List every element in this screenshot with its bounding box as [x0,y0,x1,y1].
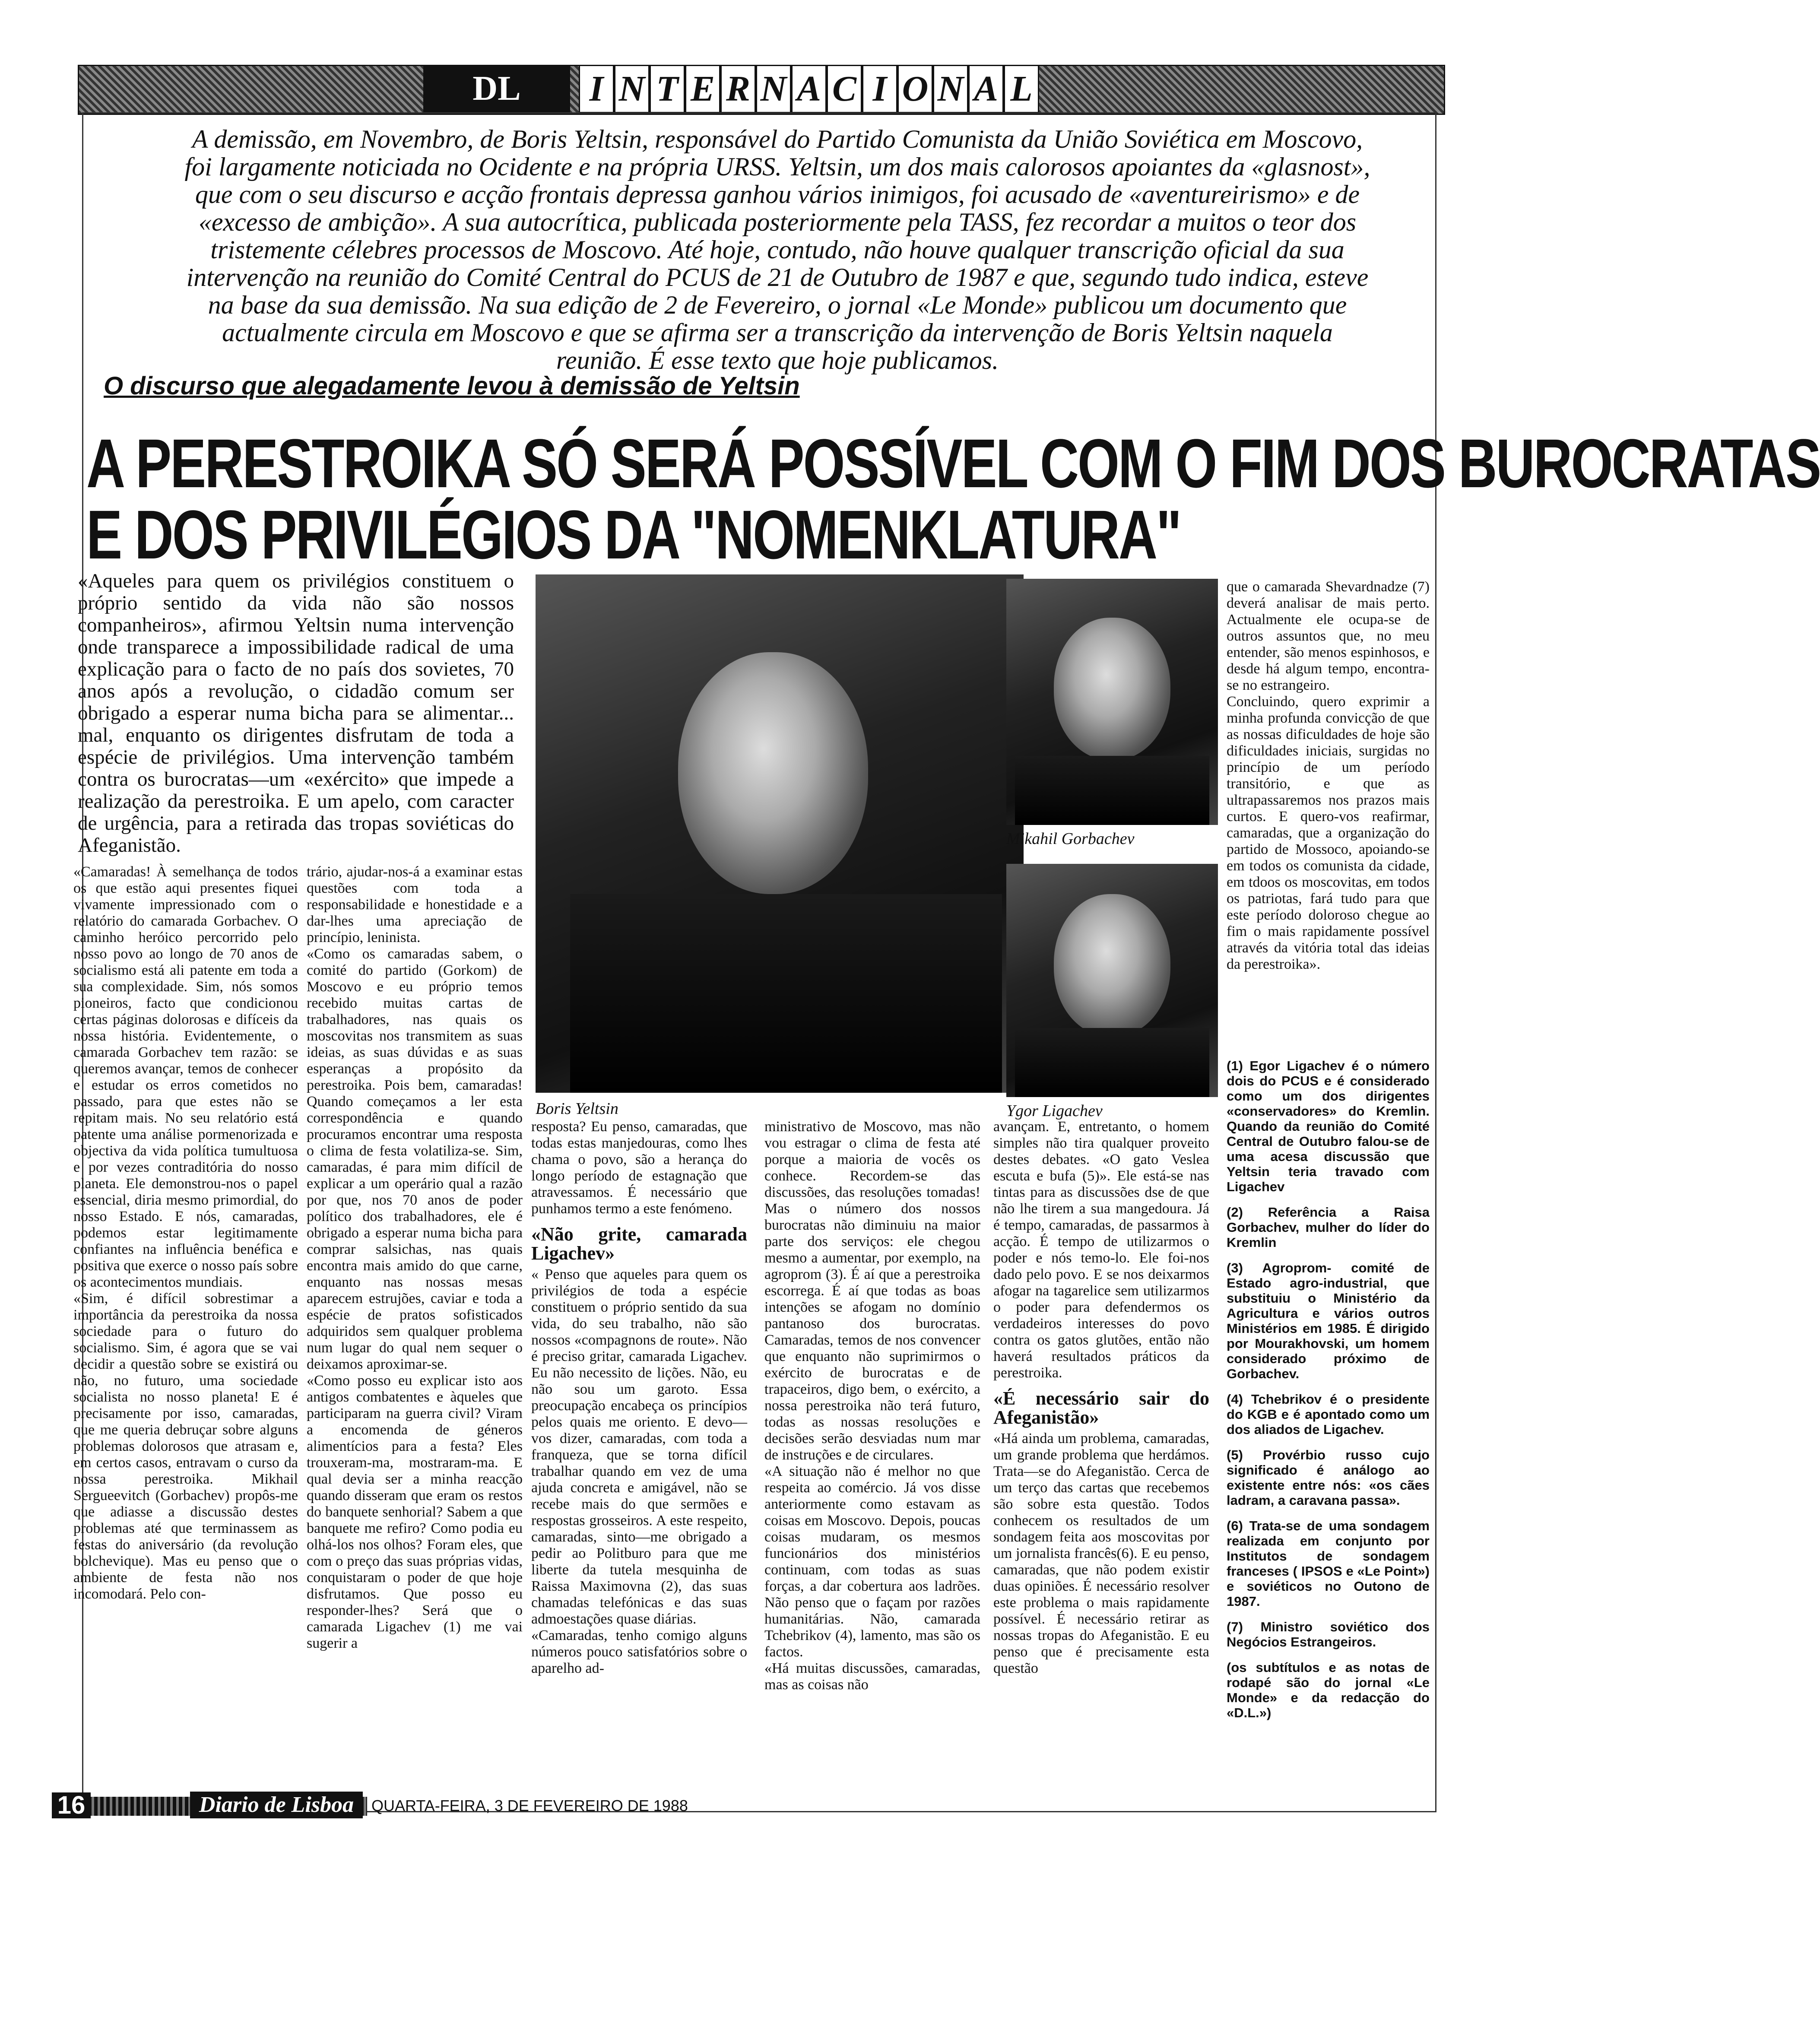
article-column-5 [993,1119,1209,1677]
section-letter: R [720,65,756,113]
article-column-1 [73,864,298,1602]
paragraph: resposta? Eu penso, camaradas, que todas estas manjedouras, como lhes chama o povo, são a herança do longo período de estagnação que atravessamos. É necessário que punhamos termo a este fenómeno. [531,1119,747,1217]
paragraph: «Sim, é difícil sobrestimar a importância da perestroika da nossa sociedade para o futuro do socialismo. Sim, é agora que se vai decidir a questão sobre se existirá ou não, no futuro, uma sociedade socialista no nosso planeta! E é precisamente por isso, camaradas, que me queria debruçar sobre alguns problemas dolorosos que atrasam e, em certos casos, entravam o curso da nossa perestroika. Mikhail Sergueevitch (Gorbachev) propôs-me que adiasse a discussão destes problemas até que terminassem as festas do aniversário (da revolução bolchevique). Mas eu penso que o ambiente de festa não nos incomodará. Pelo con- [73,1291,298,1602]
newspaper-name: Diario de Lisboa [190,1792,363,1818]
paragraph: avançam. E, entretanto, o homem simples não tira qualquer proveito destes debates. «O gato Veslea escuta e bufa (5)». Ele está-se nas tintas para as discussões dse de que não lhe tirem a sua mangedoura. Já é tempo, camaradas, de passarmos à acção. É tempo de utilizarmos o poder e nós temo-lo. Ele foi-nos dado pelo povo. E se nos deixarmos afogar na tagarelice sem utilizarmos o poder para defendermos os verdadeiros interesses do povo contra os gatos glutões, então não haverá resultados práticos da perestroika. [993,1119,1209,1381]
intro-paragraph: A demissão, em Novembro, de Boris Yeltsin, responsável do Partido Comunista da União Soviética em Moscovo, foi largamente noticiada no Ocidente e na própria URSS. Yeltsin, um dos mais calorosos apoiantes da «glasnost», que com o seu discurso e acção frontais depressa ganhou vários inimigos, foi acusado de «aventureirismo» e de «excesso de ambição». A sua autocrítica, publicada posteriormente pela TASS, fez recordar a muitos o teor dos tristemente célebres processos de Moscovo. Até hoje, contudo, não houve qualquer transcrição oficial da sua intervenção na reunião do Comité Central do PCUS de 21 de Outubro de 1987 e que, segundo tudo indica, esteve na base da sua demissão. Na sua edição de 2 de Fevereiro, o jornal «Le Monde» publicou um documento que actualmente circula em Moscovo e que se afirma ser a transcrição da intervenção de Boris Yeltsin naquela reunião. É esse texto que hoje publicamos. [184,125,1370,374]
paragraph: «Camaradas! À semelhança de todos os que estão aqui presentes fiquei vivamente impressionado com o relatório do camarada Gorbachev. O caminho heróico percorrido pelo nosso povo ao longo de 70 anos de socialismo está ali patente em toda a sua complexidade. Sim, nós somos pioneiros, facto que condicionou certas páginas dolorosas e difíceis da nossa história. Evidentemente, o camarada Gorbachev tem razão: se queremos avançar, temos de conhecer e estudar os erros cometidos no passado, para que estes não se repitam mais. No seu relatório está patente uma análise pormenorizada e objectiva da vida política tumultuosa e por vezes contraditória do nosso planeta. Ele demonstrou-nos o papel essencial, diria mesmo primordial, do nosso Estado. E nós, camaradas, podemos estar legitimamente confiantes na influência benéfica e positiva que exerce o nosso país sobre os acontecimentos mundiais. [73,864,298,1290]
yeltsin-face [678,652,868,894]
paragraph: «Como posso eu explicar isto aos antigos combatentes e àqueles que participaram na guerra civil? Viram a encomenda de géneros alimentícios para a festa? Eles trouxeram-ma, mostraram-ma. E qual devia ser a minha reacção quando disseram que eram os restos do banquete senhorial? Sabem a que banquete me refiro? Como podia eu olhá-los nos olhos? Foram eles, que com o preço das suas próprias vidas, conquistaram o poder de que hoje disfrutamos. Que posso eu responder-lhes? Será que o camarada Ligachev (1) me vai sugerir a [307,1373,523,1651]
caption-gorbachev: Mikahil Gorbachev [1006,830,1135,848]
article-column-4 [764,1119,980,1693]
section-letter: N [933,65,968,113]
ligachev-suit [1015,1028,1209,1097]
paragraph: trário, ajudar-nos-á a examinar estas questões com toda a responsabilidade e honestidade e a dar-lhes uma apreciação de princípio, leninista. [307,864,523,945]
subheading: «É necessário sair do Afeganistão» [993,1388,1209,1428]
paragraph: «Há ainda um problema, camaradas, um grande problema que herdámos. Trata—se do Afeganistão. Cerca de um terço das cartas que recebemos são sobre esta questão. Todos conhecem os resultados de um sondagem feita aos moscovitas por um jornalista francês(6). E eu penso, camaradas, que não podem existir duas opiniões. É necessário resolver este problema o mais rapidamente possível. É necessário retirar as nossas tropas do Afeganistão. E eu penso que é precisamente esta questão [993,1431,1209,1676]
footnote: (2) Referência a Raisa Gorbachev, mulher do líder do Kremlin [1227,1205,1430,1250]
caption-yeltsin: Boris Yeltsin [536,1100,618,1118]
yeltsin-photo [536,574,1024,1093]
subheading: «Não grite, camarada Ligachev» [531,1224,747,1264]
footnotes [1227,1058,1430,1731]
paragraph: « Penso que aqueles para quem os privilégios de toda a espécie constituem o próprio sentido da sua vida, do seu trabalho, não são nossos «compagnons de route». Não é preciso gritar, camarada Ligachev. Eu não necessito de lições. Não, eu não sou um garoto. Essa preocupação encabeça os princípios pelos quais me oriento. E devo—vos dizer, camaradas, com toda a franqueza, que se torna difícil trabalhar quando em vez de uma ajuda concreta e amigável, não se recebe mais do que sermões e respostas grosseiros. A este respeito, camaradas, sinto—me obrigado a pedir ao Politburo para que me liberte da tutela mesquinha de Raissa Maximovna (2), das suas chamadas telefónicas e das suas admoestações quase diárias. [531,1266,747,1627]
article-column-6 [1227,579,1430,973]
footnote: (4) Tchebrikov é o presidente do KGB e é apontado como um dos aliados de Ligachev. [1227,1392,1430,1437]
gorbachev-suit [1015,756,1209,825]
lead-paragraph: «Aqueles para quem os privilégios constituem o próprio sentido da vida não são nossos companheiros», afirmou Yeltsin numa intervenção onde transparece a impossibilidade radical de uma explicação para o facto de no país dos sovietes, 70 anos após a revolução, o cidadão comum ser obrigado a esperar numa bicha para se alimentar... mal, enquanto os dirigentes disfrutam de toda a espécie de privilégios. Uma intervenção também contra os burocratas—um «exército» que impede a realização da perestroika. E um apelo, com caracter de urgência, para a retirada das tropas soviéticas do Afeganistão. [78,570,514,856]
section-letter: E [685,65,720,113]
paragraph: «A situação não é melhor no que respeita ao comércio. Já vos disse anteriormente como estavam as coisas em Moscovo. Depois, poucas coisas mudaram, os mesmos funcionários dos ministérios continuam, com todas as suas forças, a dar cobertura aos ladrões. Não penso que o façam por razões humanitárias. Não, camarada Tchebrikov (4), lamento, mas são os factos. [764,1463,980,1660]
page-number: 16 [52,1792,91,1818]
section-letter: N [614,65,650,113]
footnote: (os subtítulos e as notas de rodapé são do jornal «Le Monde» e da redacção do «D.L.») [1227,1660,1430,1720]
section-letter: I [579,65,614,113]
ligachev-photo [1006,864,1218,1097]
paragraph: «Como os camaradas sabem, o comité do partido (Gorkom) de Moscovo e eu próprio temos recebido muitas cartas de trabalhadores, nas quais os moscovitas nos transmitem as suas ideias, as suas dúvidas e as suas esperanças a propósito da perestroika. Pois bem, camaradas! Quando começamos a ler esta correspondência e quando procuramos encontrar uma resposta o clima de festa volatiliza-se. Sim, camaradas, é para mim difícil de explicar a um operário qual a razão por que, nos 70 anos de poder político dos trabalhadores, ele é obrigado a esperar numa bicha para comprar salsichas, nas quais encontra mais amido do que carne, enquanto nas nossas mesas aparecem estrujões, caviar e toda a espécie de pratos sofisticados adquiridos sem qualquer problema num lugar do qual nem sequer o deixamos aproximar-se. [307,946,523,1372]
paragraph: ministrativo de Moscovo, mas não vou estragar o clima de festa até porque a maioria de vocês os conhece. Recordem-se das discussões, das resoluções tomadas! Mas o número dos nossos burocratas não diminuiu na maior parte dos serviços: ele chegou mesmo a aumentar, por exemplo, na agroprom (3). É aí que a perestroika escorrega. É aí que todas as boas intenções se afogam no domínio pantanoso dos burocratas. Camaradas, temos de nos convencer que enquanto não suprimirmos o exército de burocratas e de trapaceiros, digo bem, o exército, a nossa perestroika não terá futuro, todas as nossas resoluções e decisões serão desviadas num mar de instruções e de circulares. [764,1119,980,1463]
gorbachev-face [1054,618,1170,760]
headline-line-2: E DOS PRIVILÉGIOS DA "NOMENKLATURA" [86,496,1180,573]
ligachev-face [1054,894,1170,1037]
section-letter: O [897,65,933,113]
footer-date: QUARTA-FEIRA, 3 DE FEVEREIRO DE 1988 [371,1797,688,1814]
paragraph: «Há muitas discussões, camaradas, mas as coisas não [764,1660,980,1693]
headline-line-1: A PERESTROIKA SÓ SERÁ POSSÍVEL COM O FIM DOS BUROCRATAS [86,425,1820,502]
section-letter: A [968,65,1004,113]
article-column-3 [531,1119,747,1677]
section-letter: T [650,65,685,113]
article-column-2 [307,864,523,1652]
section-letter: I [862,65,897,113]
paragraph: Concluindo, quero exprimir a minha profunda convicção de que as nossas dificuldades de hoje são dificuldades iniciais, surgidas no princípio de um período transitório, e que as ultrapassaremos nos prazos mais curtos. E quero-vos reafirmar, camaradas, que a organização do partido de Mossoco, apoiando-se em todos os comunista da cidade, em tdoos os moscovitas, em todos os patriotas, fará tudo para que este período doloroso chegue ao fim o mais rapidamente possível através da vitória total das ideias da perestroika». [1227,694,1430,972]
yeltsin-suit [570,894,1002,1093]
kicker: O discurso que alegadamente levou à demissão de Yeltsin [104,372,800,400]
caption-ligachev: Ygor Ligachev [1006,1102,1103,1120]
paragraph: «Camaradas, tenho comigo alguns números pouco satisfatórios sobre o aparelho ad- [531,1627,747,1676]
footnote: (7) Ministro soviético dos Negócios Estrangeiros. [1227,1619,1430,1649]
section-letter: N [756,65,791,113]
dl-logo: DL [423,65,570,112]
headline [86,425,1820,573]
section-title [579,65,1039,112]
paragraph: que o camarada Shevardnadze (7) deverá analisar de mais perto. Actualmente ele ocupa-se de outros assuntos que, no meu entender, são menos espinhosos, e desde há algum tempo, encontra-se no estrangeiro. [1227,579,1430,693]
footnote: (6) Trata-se de uma sondagem realizada em conjunto por Institutos de sondagem franceses ( IPSOS e «Le Point») e soviéticos no Outono de 1987. [1227,1518,1430,1609]
footnote: (3) Agroprom- comité de Estado agro-industrial, que substituiu o Ministério da Agricultura e vários outros Ministérios em 1985. É dirigido por Mourakhovski, um homem considerado próximo de Gorbachev. [1227,1260,1430,1381]
section-letter: L [1004,65,1039,113]
footnote: (1) Egor Ligachev é o número dois do PCUS e é considerado como um dos dirigentes «conservadores» do Kremlin. Quando da reunião do Comité Central de Outubro falou-se de uma acesa discussão que Yeltsin teria travado com Ligachev [1227,1058,1430,1194]
section-letter: A [791,65,827,113]
section-letter: C [827,65,862,113]
footnote: (5) Provérbio russo cujo significado é análogo ao existente entre nós: «os cães ladram, a caravana passa». [1227,1447,1430,1508]
gorbachev-photo [1006,579,1218,825]
